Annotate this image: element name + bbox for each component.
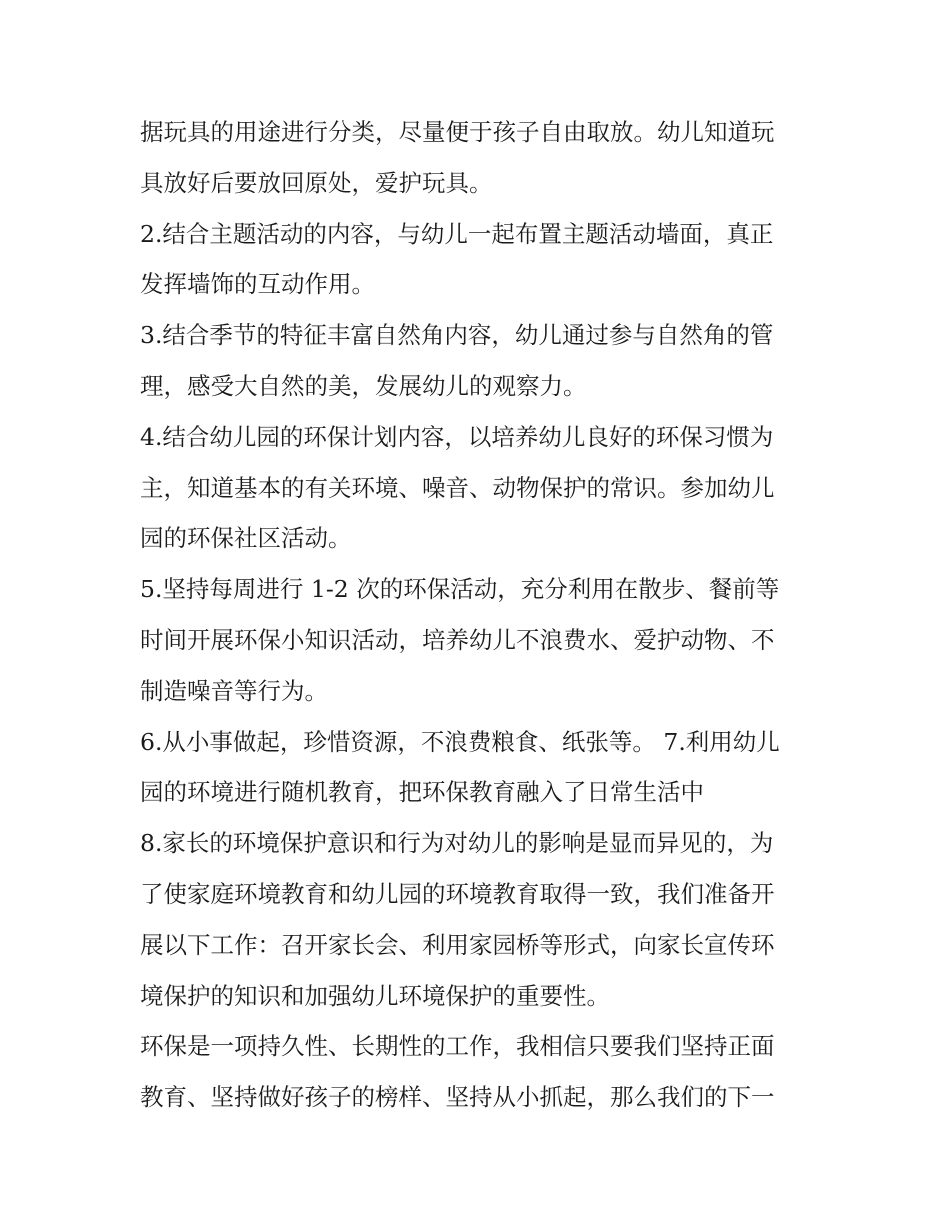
text-line: 6.从小事做起，珍惜资源，不浪费粮食、纸张等。 7.利用幼儿 <box>140 727 780 756</box>
text-line: 时间开展环保小知识活动，培养幼儿不浪费水、爱护动物、不 <box>140 625 775 654</box>
text-line: 制造噪音等行为。 <box>140 676 328 705</box>
text-line: 具放好后要放回原处，爱护玩具。 <box>140 168 493 197</box>
text-line: 4.结合幼儿园的环保计划内容，以培养幼儿良好的环保习惯为 <box>140 422 774 451</box>
text-line: 展以下工作：召开家长会、利用家园桥等形式，向家长宣传环 <box>140 930 775 959</box>
text-line: 了使家庭环境教育和幼儿园的环境教育取得一致，我们准备开 <box>140 879 775 908</box>
text-line: 据玩具的用途进行分类，尽量便于孩子自由取放。幼儿知道玩 <box>140 118 775 146</box>
text-line: 境保护的知识和加强幼儿环境保护的重要性。 <box>140 981 610 1010</box>
text-line: 主，知道基本的有关环境、噪音、动物保护的常识。参加幼儿 <box>140 473 775 502</box>
text-line: 理，感受大自然的美，发展幼儿的观察力。 <box>140 371 587 400</box>
text-line: 5.坚持每周进行 1-2 次的环保活动，充分利用在散步、餐前等 <box>140 575 780 604</box>
text-line: 环保是一项持久性、长期性的工作，我相信只要我们坚持正面 <box>140 1032 775 1061</box>
text-line: 园的环境进行随机教育，把环保教育融入了日常生活中 <box>140 778 704 807</box>
text-line: 教育、坚持做好孩子的榜样、坚持从小抓起，那么我们的下一 <box>140 1083 775 1112</box>
text-line: 园的环保社区活动。 <box>140 524 352 553</box>
text-line: 8.家长的环境保护意识和行为对幼儿的影响是显而异见的，为 <box>140 829 774 858</box>
text-line: 2.结合主题活动的内容，与幼儿一起布置主题活动墙面，真正 <box>140 219 774 248</box>
document-body <box>140 107 820 1123</box>
text-line: 发挥墙饰的互动作用。 <box>140 270 375 299</box>
text-line: 3.结合季节的特征丰富自然角内容，幼儿通过参与自然角的管 <box>140 321 774 350</box>
